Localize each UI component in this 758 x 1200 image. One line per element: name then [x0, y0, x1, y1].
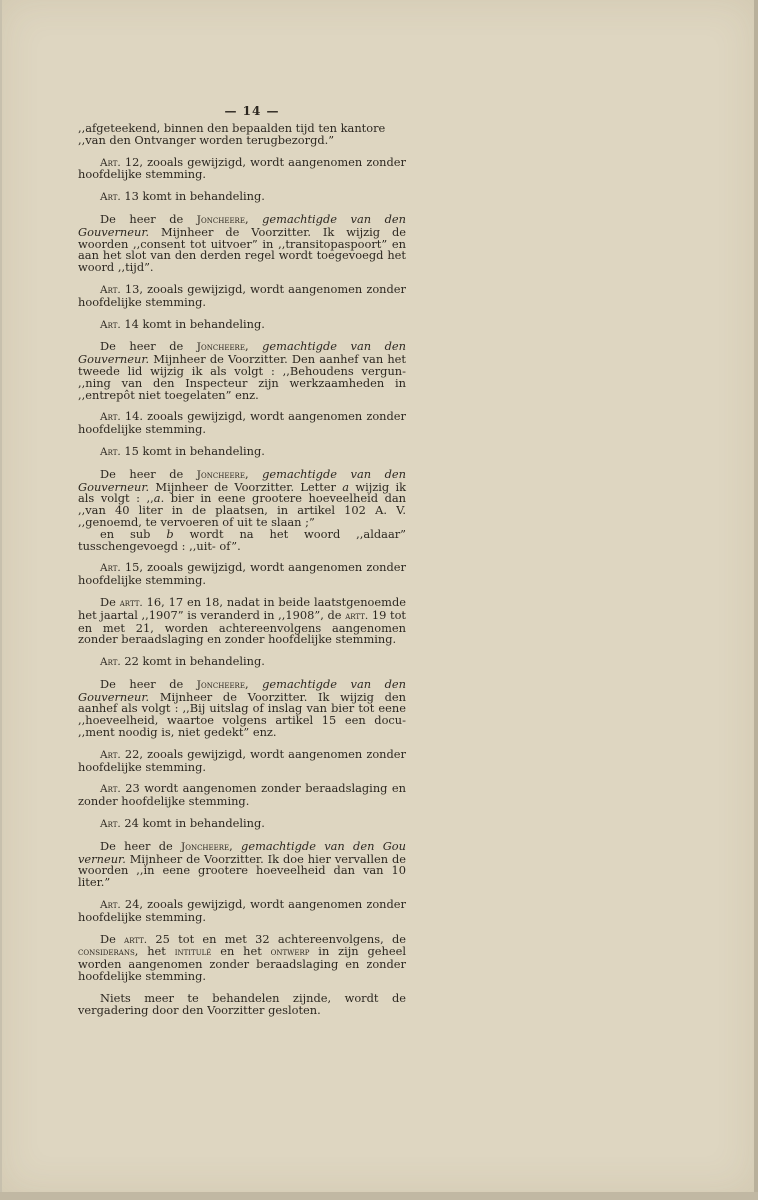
paragraph-joncheere-24 [78, 838, 406, 890]
paragraph-text: 14 komt in behandeling. [120, 316, 265, 331]
paragraph-text: 12, zooals gewijzigd, wordt aangenomen zonder hoofdelijke stemming. [78, 154, 406, 182]
paragraph-intro [78, 123, 406, 147]
speaker-name: Joncheere [196, 213, 245, 226]
paragraph-text: 13 komt in behandeling. [120, 189, 265, 204]
paragraph-text: Mijnheer de Voorzitter. Den aanhef van het tweede lid wijzig ik als volgt : ,,Behoudens vergun- ,,ning van den Inspecteur zijn werkzaamheden in ,,entrepôt niet toegelaten” enz. [78, 352, 406, 402]
speaker-role: gemachtigde van den Gouverneur. [78, 466, 407, 494]
paragraph-text: , het [134, 944, 175, 959]
paragraph-text: 22, zooals gewijzigd, wordt aangenomen zonder hoofdelijke stemming. [78, 746, 406, 774]
paragraph-text: in zijn geheel worden aangenomen zonder beraadslaging en zonder hoofdelijke stemming. [78, 944, 406, 984]
paragraph-joncheere-13 [78, 211, 407, 275]
paragraph-art15-open [78, 443, 406, 459]
paragraph-text: De [100, 931, 125, 946]
speaker-name: Joncheere [181, 840, 230, 853]
art-label: Art. [100, 899, 121, 912]
paragraph-art24-close [78, 899, 406, 924]
paragraph-art12 [78, 154, 406, 182]
art-label: Art. [100, 656, 121, 669]
artt-label: artt. [124, 933, 148, 946]
art-label: Art. [100, 318, 121, 331]
paragraph-text: Mijnheer de Voorzitter. Letter [149, 479, 343, 494]
sub-text: en sub [100, 526, 167, 541]
document-page [2, 0, 754, 1192]
intro-line-1: ,,afgeteekend, binnen den bepaalden tijd ten kantore [78, 121, 386, 135]
paragraph-text: wijzig ik als volgt : ,, [78, 479, 406, 506]
paragraph-art22-open [78, 656, 406, 669]
paragraph-text: Mijnheer de Voorzitter. Ik doe hier vervallen de woorden ,,in eene grootere hoeveelheid dan van 10 liter.” [78, 851, 406, 890]
paragraph-joncheere-15 [78, 466, 407, 553]
art-label: Art. [100, 411, 121, 424]
paragraph-art25-32 [78, 931, 407, 984]
paragraph-text: 15 komt in behandeling. [120, 443, 265, 458]
paragraph-text: en het [211, 944, 271, 959]
ontwerp-label: ontwerp [270, 946, 310, 959]
art-label: Art. [100, 748, 121, 761]
paragraph-text: 15, zooals gewijzigd, wordt aangenomen zonder hoofdelijke stemming. [78, 560, 406, 588]
paragraph-joncheere-14 [78, 341, 406, 401]
speaker-comma: , [244, 211, 263, 226]
paragraph-text: 22 komt in behandeling. [120, 654, 265, 669]
paragraph-art14-open [78, 316, 406, 332]
art-label: Art. [100, 445, 121, 458]
speaker-prefix: De heer de [100, 211, 197, 226]
art-label: Art. [100, 156, 121, 169]
speaker-prefix: De heer de [100, 466, 197, 481]
letter-a-2: a [153, 491, 161, 506]
paragraph-art24-open [78, 818, 406, 831]
paragraph-text: 25 tot en met 32 achtereenvolgens, de [147, 931, 407, 946]
paragraph-text: 16, 17 en 18, nadat in beide laatstgenoemde het jaartal ,,1907” is veranderd in ,,1908”, de [78, 594, 406, 622]
speaker-comma: , [244, 466, 263, 481]
art-label: Art. [100, 191, 121, 204]
art-label: Art. [100, 818, 121, 831]
speaker-role: gemachtigde van den Gouverneur. [78, 339, 407, 367]
paragraph-text: Niets meer te behandelen zijnde, wordt de vergadering door den Voorzitter gesloten. [78, 990, 406, 1017]
paragraph-text: Mijnheer de Voorzitter. Ik wijzig den aanhef als volgt : ,,Bij uitslag of inslag van bier tot eene ,,hoeveelheid, waartoe volgens artikel 15 een docu- ,,ment noodig is, niet gedekt” enz. [78, 689, 406, 740]
art-label: Art. [100, 562, 121, 575]
speaker-comma: , [244, 676, 263, 691]
art-label: Art. [100, 283, 121, 296]
paragraph-text: Mijnheer de Voorzitter. Ik wijzig de woorden ,,consent tot uitvoer” in ,,transitopaspoort” en aan het slot van den derden regel wordt toegevoegd het woord ,,tijd”. [78, 224, 406, 275]
paragraph-art16-21 [78, 594, 407, 647]
paragraph-joncheere-22 [78, 676, 407, 740]
paragraph-art14-close [78, 411, 406, 436]
art-label: Art. [100, 783, 121, 796]
speaker-prefix: De heer de [100, 838, 181, 853]
text-column [78, 123, 406, 1026]
paragraph-art22-close [78, 746, 406, 774]
considerans-label: considerans [78, 946, 135, 959]
intro-line-2: ,,van den Ontvanger worden terugbezorgd.” [78, 132, 335, 147]
artt-label: artt. [119, 596, 143, 609]
speaker-name: Joncheere [196, 678, 245, 691]
paragraph-text: De [100, 594, 120, 609]
speaker-name: Joncheere [196, 341, 245, 354]
paragraph-art15-close [78, 562, 406, 587]
speaker-role: gemachtigde van den Gou verneur. [78, 838, 406, 866]
paragraph-closing [78, 990, 406, 1017]
intitule-label: intitulé [174, 946, 212, 959]
paragraph-text: 13, zooals gewijzigd, wordt aangenomen zonder hoofdelijke stemming. [78, 281, 406, 309]
page-number: — 14 — [224, 104, 280, 118]
speaker-comma: , [244, 339, 263, 354]
scan-edge-bottom [0, 1192, 758, 1200]
paragraph-text: 24 komt in behandeling. [120, 816, 265, 831]
paragraph-text: 14. zooals gewijzigd, wordt aangenomen zonder hoofdelijke stemming. [78, 409, 406, 437]
speaker-prefix: De heer de [100, 676, 197, 691]
paragraph-art13-open [78, 191, 406, 204]
letter-a: a [342, 479, 350, 494]
speaker-name: Joncheere [196, 468, 245, 481]
paragraph-text: 19 tot en met 21, worden achtereenvolgens aangenomen zonder beraadslaging en zonder hoofdelijke stemming. [78, 607, 407, 647]
speaker-role: gemachtigde van den Gouverneur. [78, 211, 407, 239]
speaker-comma: , [229, 838, 242, 853]
paragraph-text: 23 wordt aangenomen zonder beraadslaging en zonder hoofdelijke stemming. [78, 781, 406, 809]
artt-label: artt. [345, 609, 369, 622]
speaker-role: gemachtigde van den Gouverneur. [78, 676, 407, 704]
paragraph-text: . bier in eene grootere hoeveelheid dan ,,van 40 liter in de plaatsen, in artikel 102 A. V. ,,genoemd, te vervoeren of uit te slaan ;” [78, 491, 406, 529]
paragraph-art13-close [78, 281, 406, 309]
paragraph-art23 [78, 783, 406, 808]
speaker-prefix: De heer de [100, 339, 197, 354]
paragraph-text: 24, zooals gewijzigd, wordt aangenomen zonder hoofdelijke stemming. [78, 897, 406, 924]
scan-edge-right [754, 0, 758, 1200]
sub-text: wordt na het woord ,,aldaar” tusschengevoegd : ,,uit- of”. [78, 526, 406, 553]
letter-b: b [166, 526, 174, 541]
